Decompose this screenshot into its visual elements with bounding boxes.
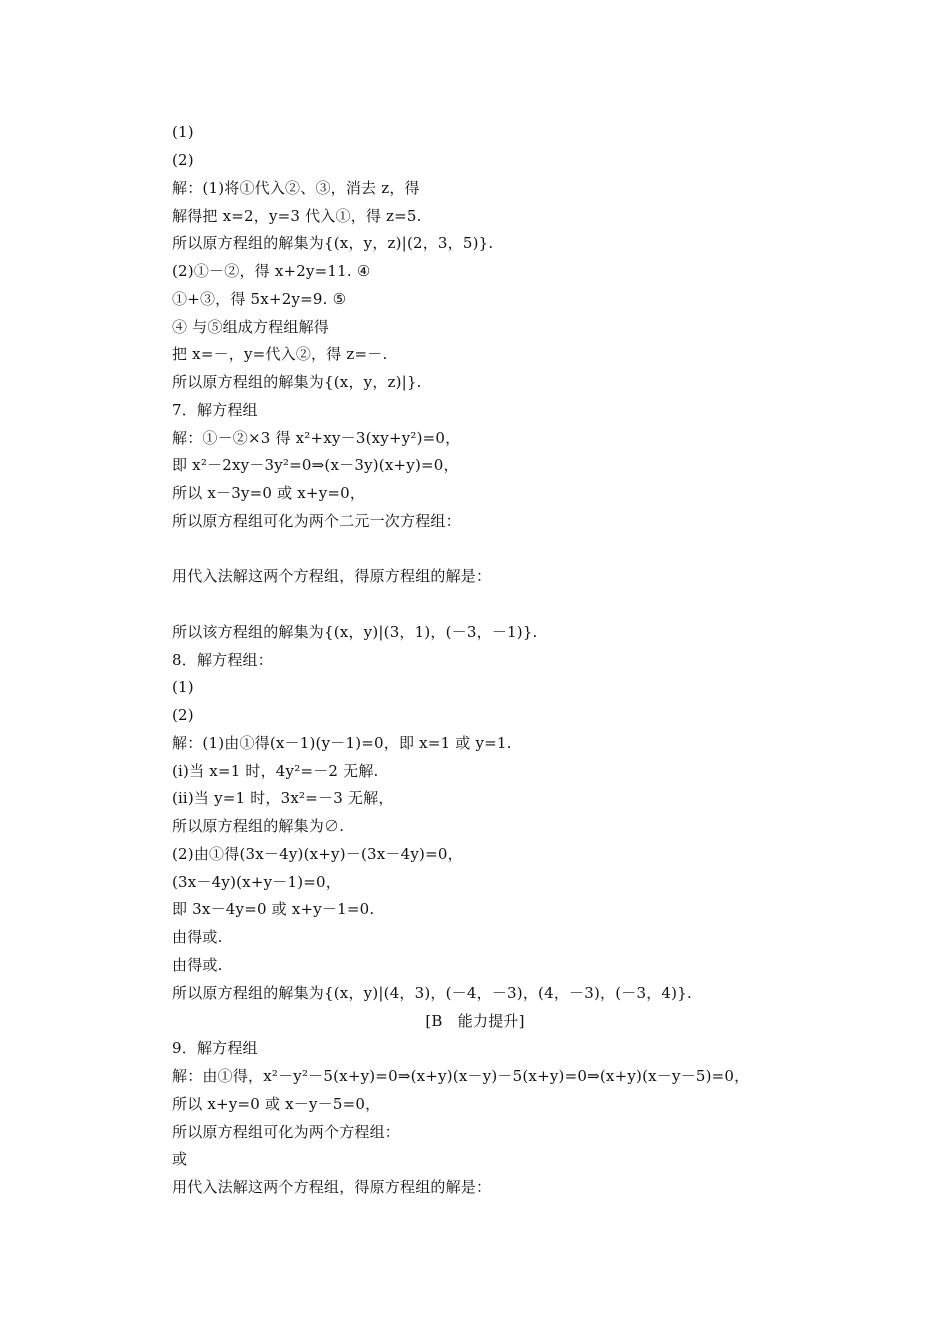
text-line: ①+③，得 5x+2y=9. ⑤ xyxy=(172,290,347,308)
text-line: 所以原方程组的解集为{(x，y，z)|(2，3，5)}. xyxy=(172,234,494,252)
text-line: 由得或. xyxy=(172,956,223,974)
text-line: 用代入法解这两个方程组，得原方程组的解是： xyxy=(172,567,492,585)
text-line: 所以该方程组的解集为{(x，y)|(3，1)，(－3，－1)}. xyxy=(172,623,538,641)
text-line: 所以原方程组的解集为{(x，y)|(4，3)，(－4，－3)，(4，－3)，(－3，4)}. xyxy=(172,984,692,1002)
section-heading: 9．解方程组 xyxy=(172,1039,258,1057)
text-line: 由得或. xyxy=(172,928,223,946)
text-line: 所以 x+y=0 或 x－y－5=0， xyxy=(172,1095,381,1113)
text-line: (1) xyxy=(172,123,194,141)
text-line: (3x－4y)(x+y－1)=0， xyxy=(172,873,341,891)
text-line: 解：(1)将①代入②、③，消去 z，得 xyxy=(172,179,420,197)
text-line: (2) xyxy=(172,151,194,169)
text-line: 解得把 x=2，y=3 代入①，得 z=5. xyxy=(172,207,422,225)
text-line: 所以 x－3y=0 或 x+y=0， xyxy=(172,484,366,502)
text-line: 所以原方程组可化为两个方程组： xyxy=(172,1123,401,1141)
text-line: (ⅰ)当 x=1 时，4y²=－2 无解. xyxy=(172,762,379,780)
text-line: 解：①－②×3 得 x²+xy－3(xy+y²)=0， xyxy=(172,429,461,447)
text-line: 所以原方程组的解集为{(x，y，z)|}. xyxy=(172,373,422,391)
text-line: 所以原方程组的解集为∅. xyxy=(172,817,345,835)
text-line: 解：由①得，x²－y²－5(x+y)=0⇒(x+y)(x－y)－5(x+y)=0⇒(x+y)(x－y－5)=0， xyxy=(172,1067,750,1085)
text-line: 即 x²－2xy－3y²=0⇒(x－3y)(x+y)=0， xyxy=(172,456,459,474)
text-line: 解：(1)由①得(x－1)(y－1)=0，即 x=1 或 y=1. xyxy=(172,734,512,752)
section-divider-title: [B 能力提升] xyxy=(425,1012,525,1030)
text-line: 所以原方程组可化为两个二元一次方程组： xyxy=(172,512,461,530)
text-line: (2) xyxy=(172,706,194,724)
text-line: (2)由①得(3x－4y)(x+y)－(3x－4y)=0， xyxy=(172,845,463,863)
text-line: (2)①－②，得 x+2y=11. ④ xyxy=(172,262,371,280)
section-heading: 8．解方程组： xyxy=(172,651,273,669)
text-line: 用代入法解这两个方程组，得原方程组的解是： xyxy=(172,1178,492,1196)
text-line: 或 xyxy=(172,1150,188,1168)
text-line: ④ 与⑤组成方程组解得 xyxy=(172,318,329,336)
text-line: 把 x=－，y=代入②，得 z=－. xyxy=(172,345,388,363)
section-heading: 7．解方程组 xyxy=(172,401,258,419)
text-line: (1) xyxy=(172,678,194,696)
text-line: (ⅱ)当 y=1 时，3x²=－3 无解， xyxy=(172,789,394,807)
text-line: 即 3x－4y=0 或 x+y－1=0. xyxy=(172,900,375,918)
